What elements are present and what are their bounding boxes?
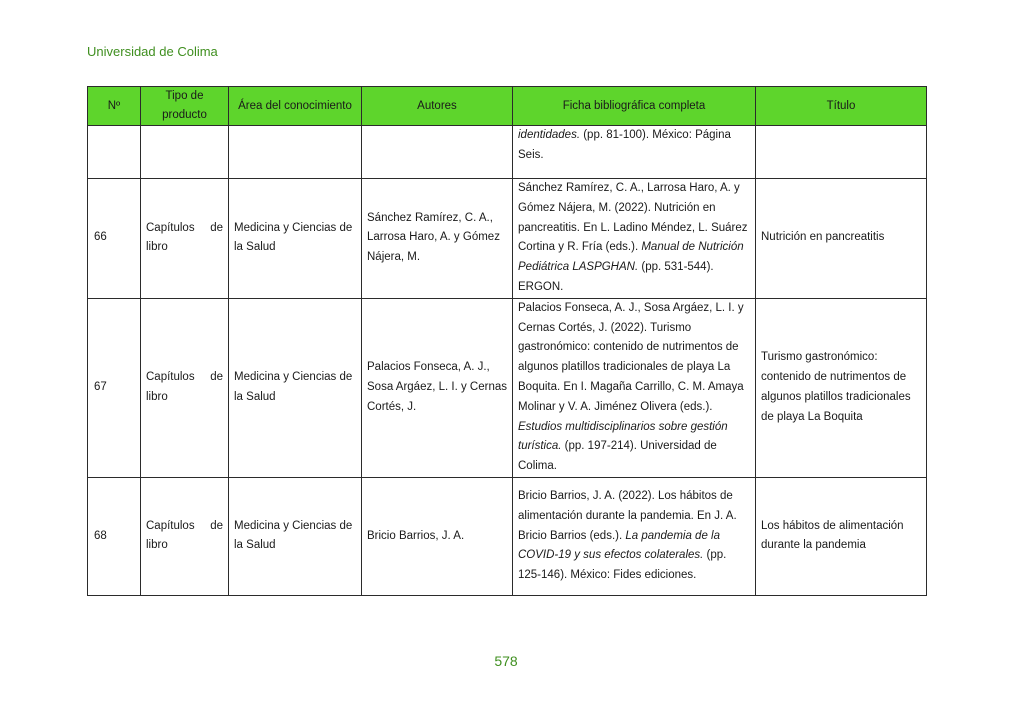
ficha-post: (pp. 531-544). ERGON. bbox=[518, 261, 714, 293]
cell-ficha bbox=[513, 179, 756, 299]
cell-area: Medicina y Ciencias de la Salud bbox=[229, 179, 362, 299]
cell-num bbox=[88, 126, 141, 179]
table-row bbox=[88, 298, 927, 477]
col-header-titulo: Título bbox=[756, 87, 927, 126]
cell-num: 67 bbox=[88, 298, 141, 477]
cell-autores: Palacios Fonseca, A. J., Sosa Argáez, L. I. y Cernas Cortés, J. bbox=[362, 298, 513, 477]
ficha-pre: Palacios Fonseca, A. J., Sosa Argáez, L. I. y Cernas Cortés, J. (2022). Turismo gastronómico: contenido de nutrimentos de algunos platillos tradicionales de playa La Boquita. En I. Magaña Carrillo, C. M. Amaya Molinar y V. A. Jiménez Olivera (eds.). bbox=[518, 301, 744, 413]
cell-ficha bbox=[513, 298, 756, 477]
col-header-tipo: Tipo de producto bbox=[141, 87, 229, 126]
cell-tipo: Capítulos de libro bbox=[141, 477, 229, 595]
cell-autores: Sánchez Ramírez, C. A., Larrosa Haro, A. y Gómez Nájera, M. bbox=[362, 179, 513, 299]
ficha-post: (pp. 125-146). México: Fides ediciones. bbox=[518, 549, 727, 582]
cell-tipo: Capítulos de libro bbox=[141, 179, 229, 299]
table-row-continued bbox=[88, 126, 927, 179]
page-number: 578 bbox=[494, 653, 518, 669]
table-row bbox=[88, 477, 927, 595]
ficha-rest: (pp. 81-100). México: Página Seis. bbox=[518, 129, 731, 161]
cell-ficha bbox=[513, 477, 756, 595]
cell-area: Medicina y Ciencias de la Salud bbox=[229, 298, 362, 477]
cell-titulo bbox=[756, 126, 927, 179]
col-header-area: Área del conocimiento bbox=[229, 87, 362, 126]
cell-num: 68 bbox=[88, 477, 141, 595]
cell-autores bbox=[362, 126, 513, 179]
col-header-ficha: Ficha bibliográfica completa bbox=[513, 87, 756, 126]
ficha-pre: Sánchez Ramírez, C. A., Larrosa Haro, A. y Gómez Nájera, M. (2022). Nutrición en pancreatitis. En L. Ladino Méndez, L. Suárez Cortina y R. Fría (eds.). bbox=[518, 182, 748, 254]
ficha-pre: Bricio Barrios, J. A. (2022). Los hábitos de alimentación durante la pandemia. En J. A. Bricio Barrios (eds.). bbox=[518, 489, 737, 542]
cell-titulo: Turismo gastronómico: contenido de nutrimentos de algunos platillos tradicionales de playa La Boquita bbox=[756, 298, 927, 477]
col-header-num: Nº bbox=[88, 87, 141, 126]
cell-autores: Bricio Barrios, J. A. bbox=[362, 477, 513, 595]
col-header-autores: Autores bbox=[362, 87, 513, 126]
table-row bbox=[88, 179, 927, 299]
cell-tipo: Capítulos de libro bbox=[141, 298, 229, 477]
ficha-italic: Manual de Nutrición Pediátrica LASPGHAN. bbox=[518, 241, 744, 274]
cell-titulo: Nutrición en pancreatitis bbox=[756, 179, 927, 299]
ficha-italic: La pandemia de la COVID-19 y sus efectos colaterales. bbox=[518, 529, 720, 562]
ficha-italic: Estudios multidisciplinarios sobre gestión turística. bbox=[518, 420, 728, 453]
table-header-row bbox=[88, 87, 927, 126]
cell-titulo: Los hábitos de alimentación durante la pandemia bbox=[756, 477, 927, 595]
institution-header: Universidad de Colima bbox=[87, 44, 218, 59]
cell-area: Medicina y Ciencias de la Salud bbox=[229, 477, 362, 595]
cell-ficha bbox=[513, 126, 756, 179]
cell-num: 66 bbox=[88, 179, 141, 299]
ficha-post: (pp. 197-214). Universidad de Colima. bbox=[518, 440, 717, 473]
bibliography-table bbox=[87, 86, 927, 596]
cell-tipo bbox=[141, 126, 229, 179]
cell-area bbox=[229, 126, 362, 179]
ficha-italic: identidades. bbox=[518, 129, 581, 141]
